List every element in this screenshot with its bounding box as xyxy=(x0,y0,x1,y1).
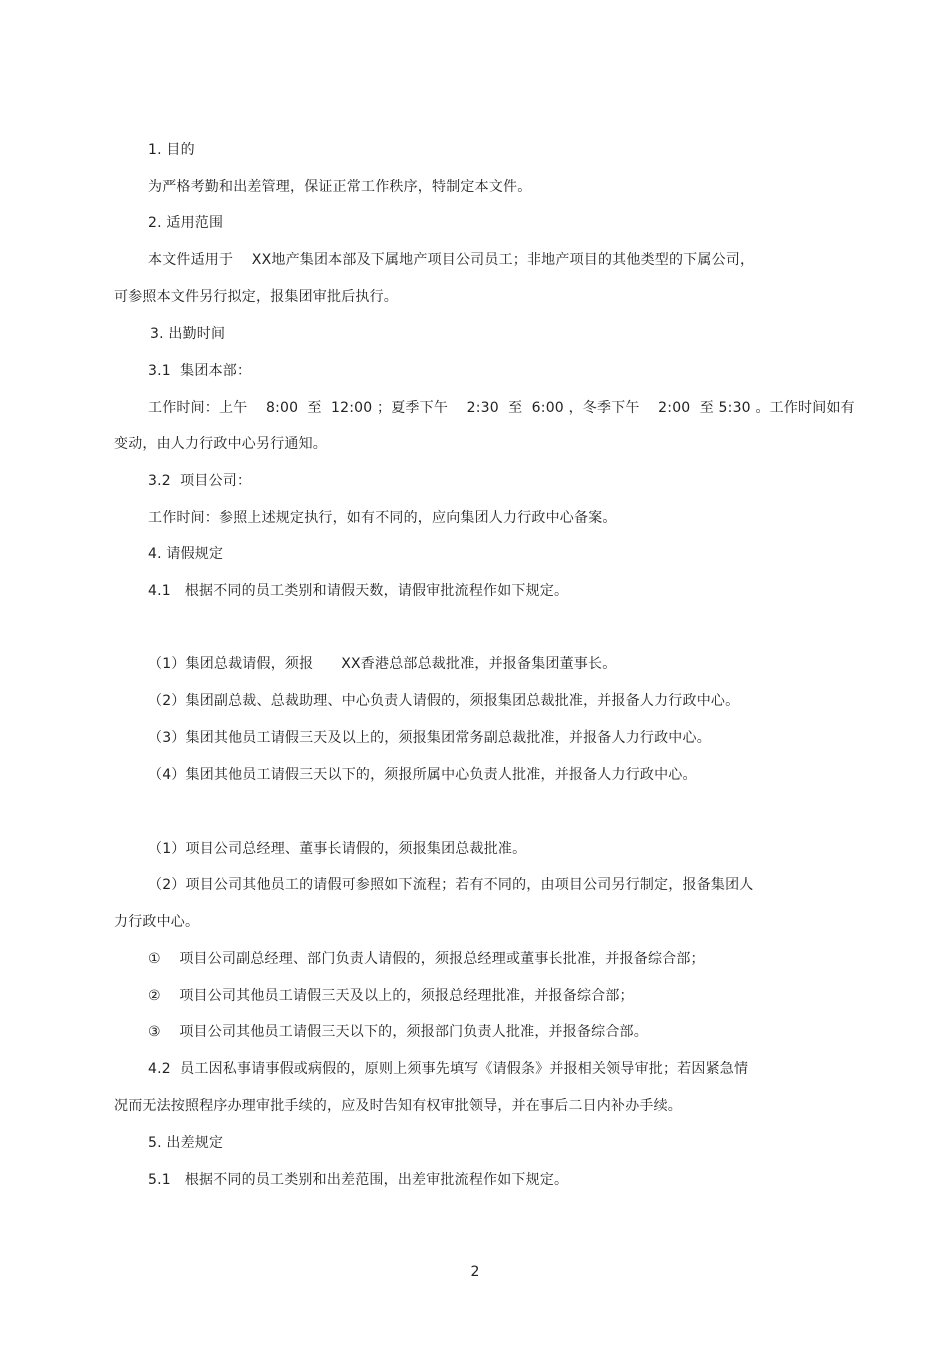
list-item: （2）集团副总裁、总裁助理、中心负责人请假的，须报集团总裁批准，并报备人力行政中心。 xyxy=(148,693,740,709)
heading-attendance-time: 3. 出勤时间 xyxy=(150,326,226,342)
list-item: ② 项目公司其他员工请假三天及以上的，须报总经理批准，并报备综合部； xyxy=(148,988,634,1004)
list-item: （1）项目公司总经理、董事长请假的，须报集团总裁批准。 xyxy=(148,841,527,857)
list-item: （3）集团其他员工请假三天及以上的，须报集团常务副总裁批准，并报备人力行政中心。 xyxy=(148,730,711,746)
heading-scope: 2. 适用范围 xyxy=(148,215,224,231)
paragraph-line: 况而无法按照程序办理审批手续的，应及时告知有权审批领导，并在事后二日内补办手续。 xyxy=(114,1098,682,1114)
paragraph-line: 5.1 根据不同的员工类别和出差范围，出差审批流程作如下规定。 xyxy=(148,1172,569,1188)
paragraph-line: 4.2 员工因私事请事假或病假的，原则上须事先填写《请假条》并报相关领导审批；若因紧急情 xyxy=(148,1061,749,1077)
paragraph-line: 本文件适用于 XX地产集团本部及下属地产项目公司员工；非地产项目的其他类型的下属公司， xyxy=(148,252,755,268)
paragraph-line: 可参照本文件另行拟定，报集团审批后执行。 xyxy=(114,289,398,305)
subheading-project-company: 3.2 项目公司： xyxy=(148,473,252,489)
list-item: ③ 项目公司其他员工请假三天以下的，须报部门负责人批准，并报备综合部。 xyxy=(148,1024,648,1040)
list-item: （1）集团总裁请假，须报 XX香港总部总裁批准，并报备集团董事长。 xyxy=(148,656,617,672)
heading-purpose: 1. 目的 xyxy=(148,142,195,158)
paragraph-line: 工作时间：参照上述规定执行，如有不同的，应向集团人力行政中心备案。 xyxy=(148,510,617,526)
paragraph-line: 力行政中心。 xyxy=(114,914,200,930)
paragraph-line: 变动，由人力行政中心另行通知。 xyxy=(114,436,327,452)
heading-business-trip: 5. 出差规定 xyxy=(148,1135,224,1151)
heading-leave-rules: 4. 请假规定 xyxy=(148,546,224,562)
paragraph-line: 工作时间：上午 8:00 至 12:00 ；夏季下午 2:30 至 6:00 ，冬季下午 2:00 至 5:30 。工作时间如有 xyxy=(148,400,855,416)
paragraph-line: 为严格考勤和出差管理，保证正常工作秩序，特制定本文件。 xyxy=(148,179,532,195)
list-item: （2）项目公司其他员工的请假可参照如下流程；若有不同的，由项目公司另行制定，报备集团人 xyxy=(148,877,754,893)
list-item: （4）集团其他员工请假三天以下的，须报所属中心负责人批准，并报备人力行政中心。 xyxy=(148,767,697,783)
subheading-headquarters: 3.1 集团本部： xyxy=(148,363,252,379)
page-number: 2 xyxy=(470,1264,480,1280)
list-item: ① 项目公司副总经理、部门负责人请假的，须报总经理或董事长批准，并报备综合部； xyxy=(148,951,705,967)
paragraph-line: 4.1 根据不同的员工类别和请假天数，请假审批流程作如下规定。 xyxy=(148,583,569,599)
